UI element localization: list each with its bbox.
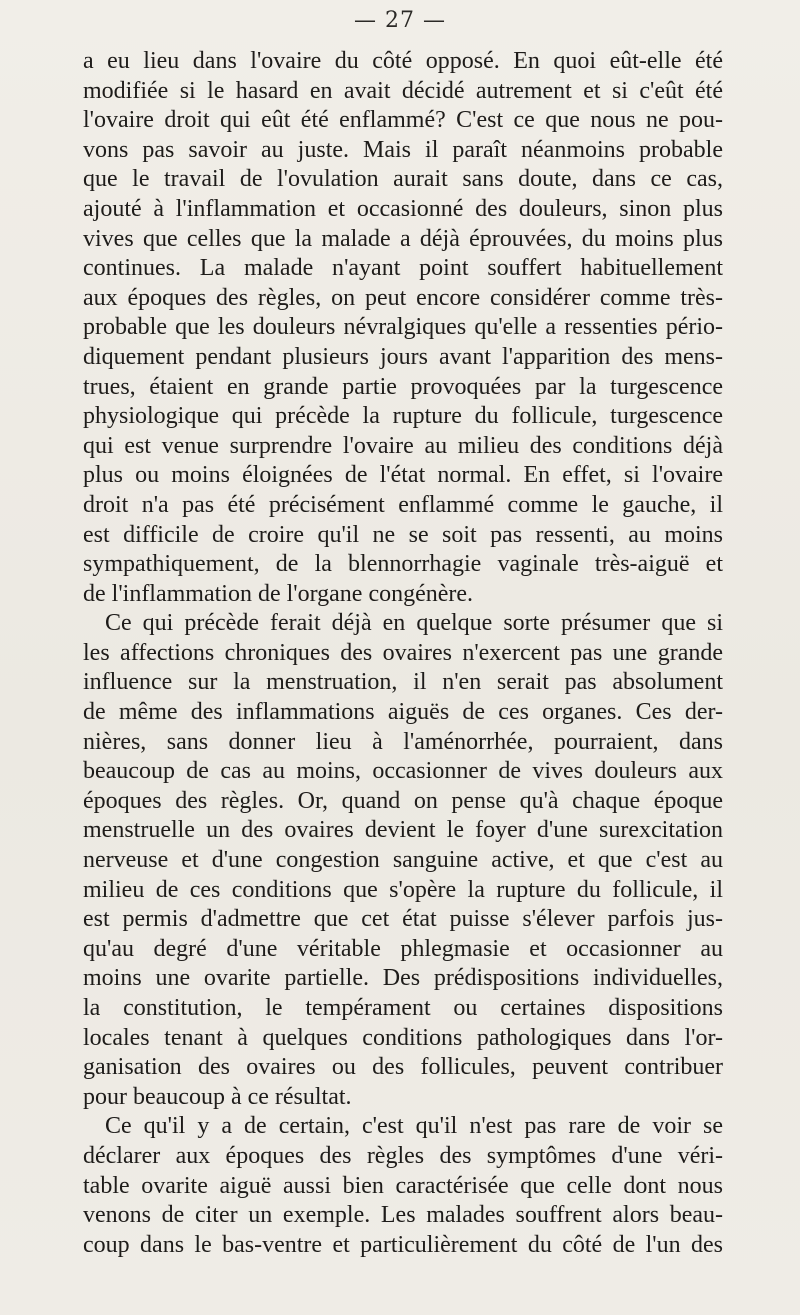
text-line: menstruelle un des ovaires devient le foyer d'une surexcitation xyxy=(83,817,723,844)
text-line: vons pas savoir au juste. Mais il paraît néanmoins probable xyxy=(83,136,723,163)
text-line: est difficile de croire qu'il ne se soit pas ressenti, au moins xyxy=(83,521,723,548)
text-line: époques des règles. Or, quand on pense qu'à chaque époque xyxy=(83,787,723,814)
text-line: influence sur la menstruation, il n'en serait pas absolument xyxy=(83,669,723,696)
text-line: Ce qu'il y a de certain, c'est qu'il n'est pas rare de voir se xyxy=(105,1113,723,1140)
text-line: droit n'a pas été précisément enflammé comme le gauche, il xyxy=(83,491,723,518)
text-line: est permis d'admettre que cet état puisse s'élever parfois jus- xyxy=(83,906,723,933)
text-line: ganisation des ovaires ou des follicules, peuvent contribuer xyxy=(83,1054,723,1081)
text-line: probable que les douleurs névralgiques qu'elle a ressenties pério- xyxy=(83,314,723,341)
text-line: de même des inflammations aiguës de ces organes. Ces der- xyxy=(83,699,723,726)
text-line: Ce qui précède ferait déjà en quelque sorte présumer que si xyxy=(105,610,723,637)
text-line: venons de citer un exemple. Les malades souffrent alors beau- xyxy=(83,1202,723,1229)
text-line: milieu de ces conditions que s'opère la rupture du follicule, il xyxy=(83,876,723,903)
text-line: nières, sans donner lieu à l'aménorrhée, pourraient, dans xyxy=(83,728,723,755)
text-line: qui est venue surprendre l'ovaire au milieu des conditions déjà xyxy=(83,432,723,459)
text-line: les affections chroniques des ovaires n'exercent pas une grande xyxy=(83,639,723,666)
text-line: nerveuse et d'une congestion sanguine active, et que c'est au xyxy=(83,847,723,874)
text-line: locales tenant à quelques conditions pathologiques dans l'or- xyxy=(83,1024,723,1051)
text-line: moins une ovarite partielle. Des prédispositions individuelles, xyxy=(83,965,723,992)
text-line: plus ou moins éloignées de l'état normal. En effet, si l'ovaire xyxy=(83,462,723,489)
text-line: physiologique qui précède la rupture du follicule, turgescence xyxy=(83,403,723,430)
text-line: que le travail de l'ovulation aurait sans doute, dans ce cas, xyxy=(83,166,723,193)
text-line: table ovarite aiguë aussi bien caractérisée que celle dont nous xyxy=(83,1172,723,1199)
text-line: pour beaucoup à ce résultat. xyxy=(83,1083,352,1110)
text-line: beaucoup de cas au moins, occasionner de vives douleurs aux xyxy=(83,758,723,785)
text-line: vives que celles que la malade a déjà éprouvées, du moins plus xyxy=(83,225,723,252)
text-line: la constitution, le tempérament ou certaines dispositions xyxy=(83,995,723,1021)
text-line: a eu lieu dans l'ovaire du côté opposé. En quoi eût-elle été xyxy=(83,48,723,74)
text-line: qu'au degré d'une véritable phlegmasie et occasionner au xyxy=(83,935,723,962)
text-line: aux époques des règles, on peut encore considérer comme très- xyxy=(83,284,723,311)
text-line: de l'inflammation de l'organe congénère. xyxy=(83,580,474,607)
text-line: sympathiquement, de la blennorrhagie vaginale très-aiguë et xyxy=(83,551,723,578)
text-line: diquement pendant plusieurs jours avant l'apparition des mens- xyxy=(83,343,723,370)
text-line: déclarer aux époques des règles des symptômes d'une véri- xyxy=(83,1142,723,1169)
text-line: l'ovaire droit qui eût été enflammé? C'est ce que nous ne pou- xyxy=(83,107,723,134)
body-text xyxy=(83,47,723,1260)
text-line: trues, étaient en grande partie provoquées par la turgescence xyxy=(83,373,723,400)
text-line: ajouté à l'inflammation et occasionné des douleurs, sinon plus xyxy=(83,195,723,222)
text-line: continues. La malade n'ayant point souffert habituellement xyxy=(83,255,723,282)
text-line: modifiée si le hasard en avait décidé autrement et si c'eût été xyxy=(83,77,723,104)
page-number: — 27 — xyxy=(354,8,446,33)
text-line: coup dans le bas-ventre et particulièrement du côté de l'un des xyxy=(83,1231,723,1258)
